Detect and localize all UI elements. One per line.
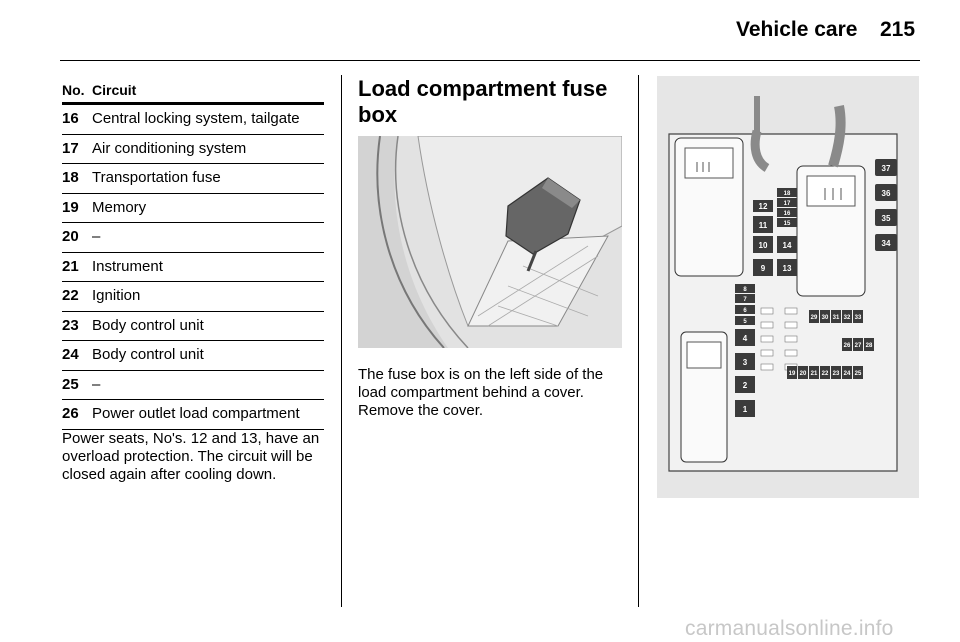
- fuse-9: 9: [760, 264, 766, 273]
- fuse-number: 22: [62, 287, 79, 304]
- table-row: [62, 105, 324, 135]
- fuse-14: 14: [782, 241, 792, 250]
- fuse-13: 13: [782, 264, 792, 273]
- circuit-name: Body control unit: [92, 316, 204, 334]
- fuse-row-b: [842, 338, 874, 351]
- section-title: Vehicle care: [736, 18, 858, 41]
- relay-right: [797, 166, 865, 296]
- column-header-no: No.: [62, 82, 85, 98]
- fuse-12: 12: [758, 202, 768, 211]
- fuse-36: 36: [881, 189, 891, 198]
- table-row: [62, 194, 324, 224]
- fuse-number: 26: [62, 405, 79, 422]
- fuse-23: 23: [832, 371, 840, 377]
- table-row: [62, 312, 324, 342]
- circuit-table: [62, 78, 324, 430]
- fuse-27: 27: [854, 343, 862, 349]
- overload-note: Power seats, No's. 12 and 13, have an overload protection. The circuit will be closed again after cooling down.: [62, 430, 320, 483]
- fuse-number: 17: [62, 139, 79, 157]
- fuse-10: 10: [758, 241, 768, 250]
- fuse-4: 4: [742, 334, 748, 343]
- fuse-19: 19: [788, 371, 796, 377]
- circuit-name: –: [92, 228, 101, 245]
- column-divider: [341, 75, 342, 607]
- fuse-33: 33: [854, 315, 862, 321]
- fuse-number: 16: [62, 110, 79, 127]
- fuse-21: 21: [810, 371, 818, 377]
- circuit-name: Air conditioning system: [92, 139, 247, 157]
- circuit-name: –: [92, 375, 101, 393]
- circuit-name: Instrument: [92, 257, 163, 275]
- fuse-32: 32: [843, 315, 851, 321]
- fuse-6: 6: [743, 308, 747, 314]
- fuse-number: 23: [62, 316, 79, 334]
- page-number: 215: [880, 18, 916, 41]
- fuse-7: 7: [743, 297, 747, 303]
- table-row: [62, 282, 324, 312]
- fuse-37: 37: [881, 164, 891, 173]
- fuse-8: 8: [743, 287, 747, 293]
- fuse-number: 19: [62, 198, 79, 216]
- table-row: [62, 223, 324, 253]
- fuse-24: 24: [843, 371, 851, 377]
- section-body: The fuse box is on the left side of the load compartment behind a cover. Remove the cover.: [358, 366, 604, 419]
- fusebox-diagram: [657, 76, 919, 498]
- section-heading: Load compartment fuse box: [358, 76, 608, 127]
- table-row: [62, 371, 324, 401]
- watermark: carmanualsonline.info: [685, 617, 894, 640]
- table-row: [62, 164, 324, 194]
- fuse-17: 17: [783, 201, 791, 207]
- circuit-name: Central locking system, tailgate: [92, 110, 300, 127]
- column-header-circuit: Circuit: [92, 82, 137, 98]
- fuse-31: 31: [832, 315, 840, 321]
- fuse-18: 18: [783, 191, 791, 197]
- fuse-number: 20: [62, 228, 79, 245]
- fuse-30: 30: [821, 315, 829, 321]
- fuse-15: 15: [783, 221, 791, 227]
- fuse-2: 2: [742, 381, 748, 390]
- fuse-row-a: [809, 310, 863, 323]
- cover-illustration: [358, 136, 622, 348]
- fuse-11: 11: [758, 221, 768, 230]
- circuit-name: Memory: [92, 198, 147, 216]
- fuse-20: 20: [799, 371, 807, 377]
- fuse-1: 1: [742, 405, 748, 414]
- table-row: [62, 135, 324, 165]
- fuse-28: 28: [865, 343, 873, 349]
- fuse-3: 3: [742, 358, 748, 367]
- fuse-5: 5: [743, 319, 747, 325]
- circuit-name: Body control unit: [92, 346, 204, 363]
- circuit-name: Transportation fuse: [92, 169, 221, 186]
- fuse-number: 24: [62, 346, 79, 363]
- column-divider: [638, 75, 639, 607]
- header-rule: [60, 60, 920, 61]
- fuse-number: 25: [62, 375, 79, 393]
- table-row: [62, 253, 324, 283]
- fuse-34: 34: [881, 239, 891, 248]
- fuse-number: 21: [62, 257, 79, 275]
- table-row: [62, 400, 324, 430]
- fuse-number: 18: [62, 169, 79, 186]
- circuit-name: Ignition: [92, 287, 141, 304]
- fuse-35: 35: [881, 214, 891, 223]
- fuse-22: 22: [821, 371, 829, 377]
- table-header: [62, 78, 324, 105]
- relay-left: [675, 138, 743, 276]
- fuse-29: 29: [810, 315, 818, 321]
- fuse-25: 25: [854, 371, 862, 377]
- fuse-26: 26: [843, 343, 851, 349]
- table-row: [62, 341, 324, 371]
- fuse-row-c: [787, 366, 863, 379]
- fuse-16: 16: [783, 211, 791, 217]
- circuit-name: Power outlet load compartment: [92, 405, 300, 422]
